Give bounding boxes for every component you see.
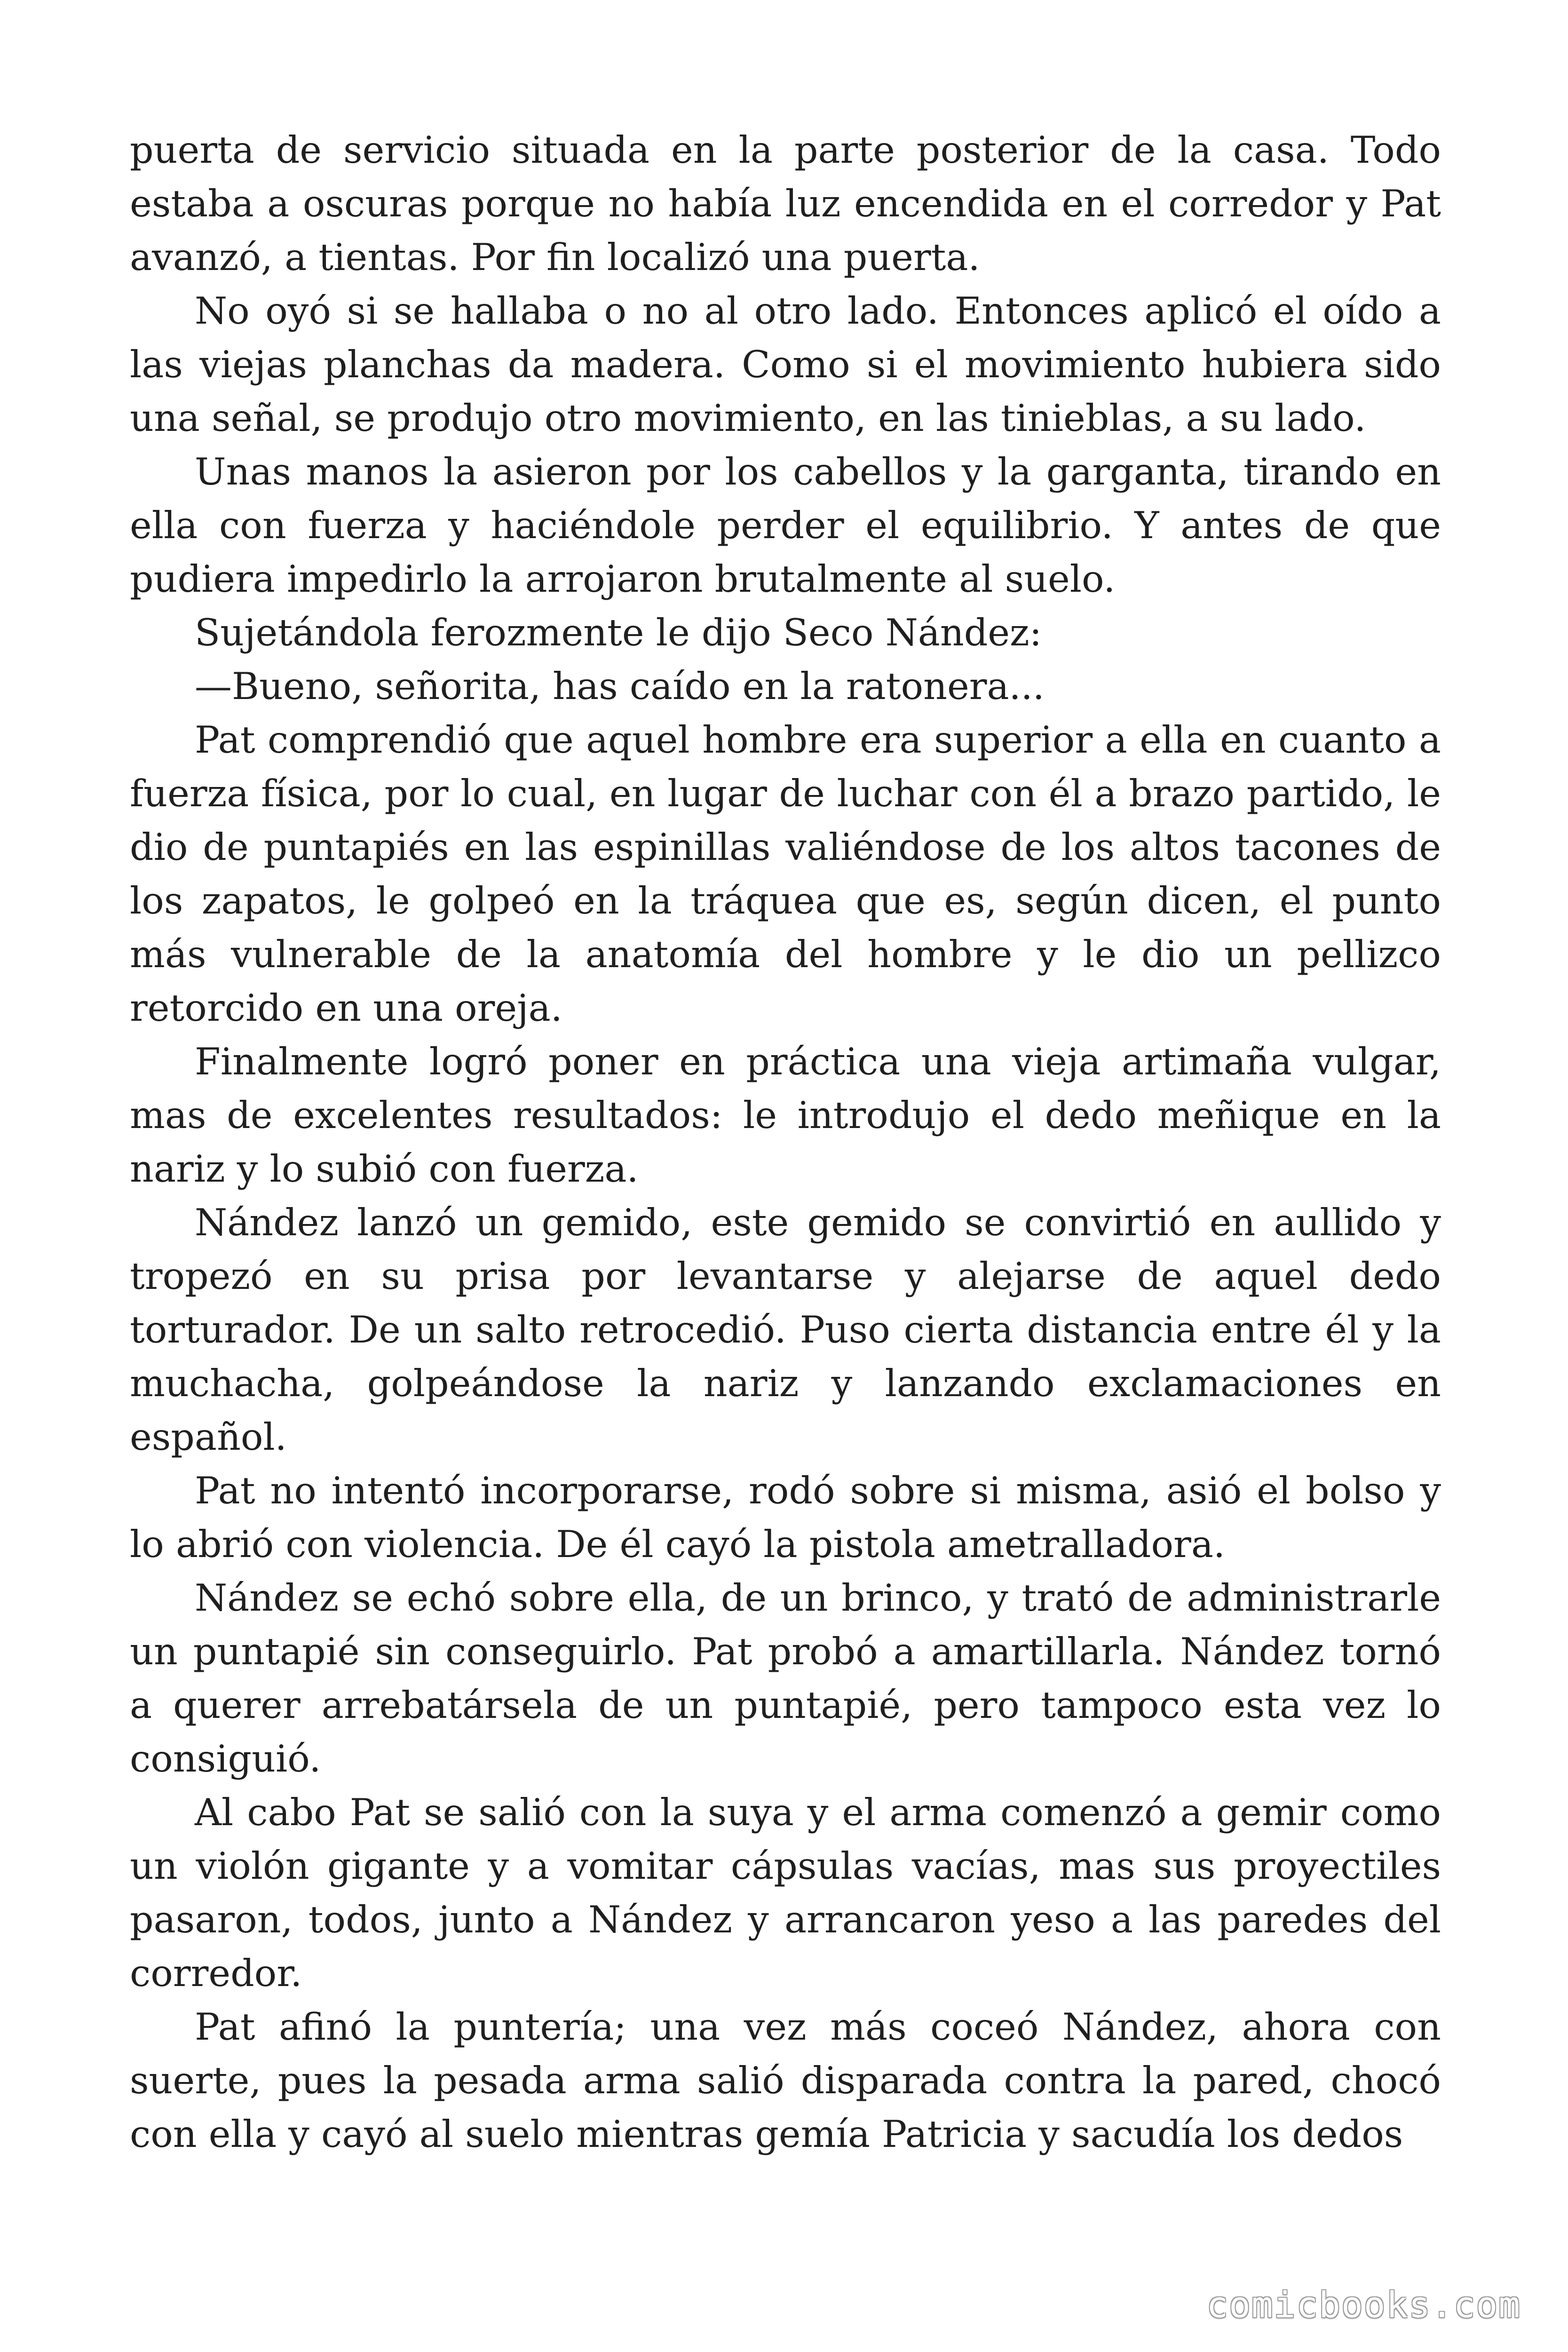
paragraph: Al cabo Pat se salió con la suya y el arma comenzó a gemir como un violón gigante y a vomitar cápsulas vacías, mas sus proyectiles pasaron, todos, junto a Nández y arrancaron yeso a las paredes del corredor. bbox=[130, 1791, 1441, 1995]
paragraph: Nández lanzó un gemido, este gemido se convirtió en aullido y tropezó en su prisa por levantarse y alejarse de aquel dedo torturador. De un salto retrocedió. Puso cierta distancia entre él y la muchacha, golpeándose la nariz y lanzando exclamaciones en español. bbox=[130, 1201, 1441, 1459]
paragraph: Sujetándola ferozmente le dijo Seco Nández: bbox=[195, 611, 1042, 654]
paragraph: Finalmente logró poner en práctica una vieja artimaña vulgar, mas de excelentes resultados: le introdujo el dedo meñique en la nariz y lo subió con fuerza. bbox=[130, 1040, 1441, 1191]
paragraph: Pat no intentó incorporarse, rodó sobre si misma, asió el bolso y lo abrió con violencia. De él cayó la pistola ametralladora. bbox=[130, 1469, 1441, 1566]
paragraph: Nández se echó sobre ella, de un brinco, y trató de administrarle un puntapié sin conseguirlo. Pat probó a amartillarla. Nández tornó a querer arrebatársela de un puntapié, pero tampoco esta vez lo consiguió. bbox=[130, 1576, 1441, 1780]
paragraph: Pat comprendió que aquel hombre era superior a ella en cuanto a fuerza física, por lo cual, en lugar de luchar con él a brazo partido, le dio de puntapiés en las espinillas valiéndose de los altos tacones de los zapatos, le golpeó en la tráquea que es, según dicen, el punto más vulnerable de la anatomía del hombre y le dio un pellizco retorcido en una oreja. bbox=[130, 718, 1441, 1030]
paragraph: puerta de servicio situada en la parte posterior de la casa. Todo estaba a oscuras porque no había luz encendida en el corredor y Pat avanzó, a tientas. Por fin localizó una puerta. bbox=[130, 128, 1441, 279]
watermark: comicbooks.com bbox=[1206, 2284, 1521, 2326]
dialogue-line: —Bueno, señorita, has caído en la ratonera... bbox=[195, 665, 1045, 708]
paragraph: No oyó si se hallaba o no al otro lado. Entonces aplicó el oído a las viejas planchas da madera. Como si el movimiento hubiera sido una señal, se produjo otro movimiento, en las tinieblas, a su lado. bbox=[130, 289, 1441, 440]
paragraph: Pat afinó la puntería; una vez más coceó Nández, ahora con suerte, pues la pesada arma salió disparada contra la pared, chocó con ella y cayó al suelo mientras gemía Patricia y sacudía los dedos bbox=[130, 2005, 1441, 2156]
page-text bbox=[130, 123, 1441, 2161]
paragraph: Unas manos la asieron por los cabellos y la garganta, tirando en ella con fuerza y haciéndole perder el equilibrio. Y antes de que pudiera impedirlo la arrojaron brutalmente al suelo. bbox=[130, 450, 1441, 601]
